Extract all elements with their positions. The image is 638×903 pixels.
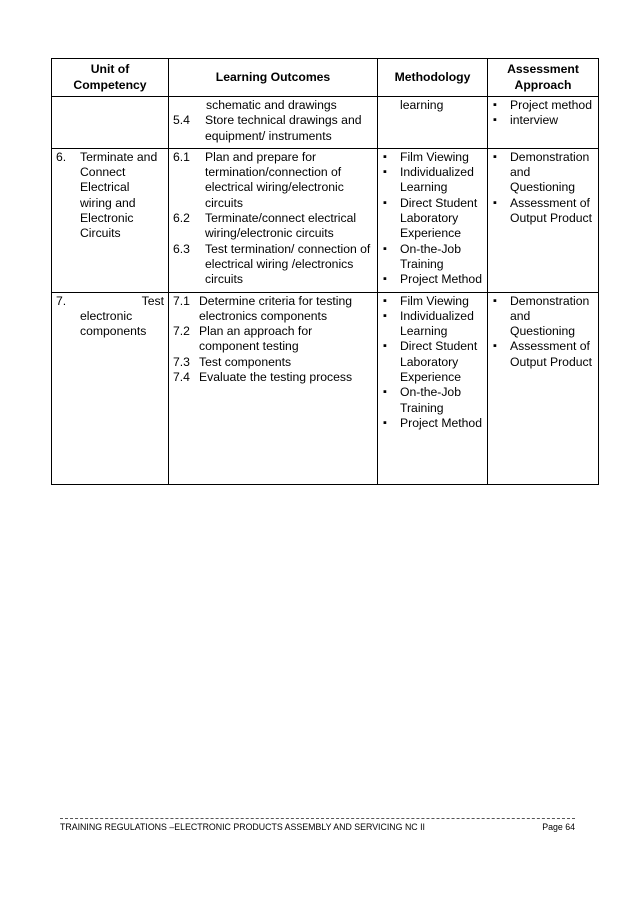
outcome-text: Terminate/connect electrical wiring/electronic circuits bbox=[205, 211, 357, 241]
unit-cell bbox=[52, 97, 169, 149]
outcome-number: 6.3 bbox=[173, 241, 190, 256]
header-row bbox=[52, 59, 599, 97]
assessment-item: ▪ Demonstration and Questioning bbox=[492, 150, 594, 196]
assessment-item: ▪ Demonstration and Questioning bbox=[492, 294, 594, 340]
outcome-number: 7.3 bbox=[173, 354, 190, 369]
page-number: Page 64 bbox=[542, 822, 575, 832]
table-row bbox=[52, 292, 599, 484]
outcome-text: Store technical drawings and equipment/ instruments bbox=[205, 113, 362, 143]
outcomes-cell bbox=[169, 148, 378, 292]
outcome-text: Plan and prepare for termination/connection of electrical wiring/electronic circuits bbox=[205, 149, 344, 210]
unit-title: electronic components bbox=[80, 308, 147, 339]
outcome-text: Evaluate the testing process bbox=[199, 370, 353, 385]
outcome-item bbox=[173, 324, 373, 355]
unit-number: 6. bbox=[56, 149, 67, 164]
header-methodology: Methodology bbox=[378, 59, 488, 97]
header-outcomes: Learning Outcomes bbox=[169, 59, 378, 97]
methodology-cell bbox=[378, 292, 488, 484]
outcome-number: 6.1 bbox=[173, 149, 190, 164]
outcomes-cell bbox=[169, 292, 378, 484]
competency-table bbox=[51, 58, 599, 485]
outcome-item bbox=[173, 113, 373, 144]
method-item: ▪ Film Viewing bbox=[382, 150, 483, 165]
outcome-text: Determine criteria for testing electronics components bbox=[199, 293, 353, 323]
assessment-item: ▪ interview bbox=[492, 113, 594, 128]
method-item: ▪ Direct Student Laboratory Experience bbox=[382, 196, 483, 242]
method-item: ▪ Individualized Learning bbox=[382, 165, 483, 196]
outcome-text: Test termination/ connection of electrical wiring /electronics circuits bbox=[205, 241, 371, 287]
unit-title-first-word: Test bbox=[141, 293, 164, 308]
method-item: ▪ On-the-Job Training bbox=[382, 242, 483, 273]
table-row bbox=[52, 97, 599, 149]
outcome-item bbox=[173, 242, 373, 288]
methodology-cell bbox=[378, 97, 488, 149]
footer-title: TRAINING REGULATIONS –ELECTRONIC PRODUCTS ASSEMBLY AND SERVICING NC II bbox=[60, 822, 425, 832]
method-continuation: learning bbox=[400, 98, 444, 112]
outcome-item bbox=[173, 355, 373, 370]
footer-divider bbox=[60, 818, 575, 819]
assessment-cell bbox=[488, 97, 599, 149]
assessment-item: ▪ Assessment of Output Product bbox=[492, 339, 594, 370]
unit-cell bbox=[52, 292, 169, 484]
page-footer bbox=[60, 822, 575, 832]
method-item: ▪ Project Method bbox=[382, 272, 483, 287]
outcome-text: Plan an approach for component testing bbox=[199, 324, 313, 354]
outcome-number: 7.2 bbox=[173, 324, 190, 339]
outcome-text: Test components bbox=[199, 354, 292, 369]
method-item: ▪ Project Method bbox=[382, 416, 483, 431]
header-unit: Unit of Competency bbox=[52, 59, 169, 97]
method-item: ▪ Film Viewing bbox=[382, 294, 483, 309]
assessment-item: ▪ Assessment of Output Product bbox=[492, 196, 594, 227]
outcome-number: 5.4 bbox=[173, 113, 190, 128]
outcome-item bbox=[173, 211, 373, 242]
outcome-number: 7.1 bbox=[173, 293, 190, 308]
unit-number: 7. bbox=[56, 293, 67, 308]
table-row bbox=[52, 148, 599, 292]
outcome-item bbox=[173, 370, 373, 385]
outcomes-cell bbox=[169, 97, 378, 149]
outcome-item bbox=[173, 294, 373, 325]
methodology-cell bbox=[378, 148, 488, 292]
method-item: ▪ On-the-Job Training bbox=[382, 385, 483, 416]
assessment-cell bbox=[488, 148, 599, 292]
assessment-cell bbox=[488, 292, 599, 484]
unit-cell bbox=[52, 148, 169, 292]
method-item: ▪ Direct Student Laboratory Experience bbox=[382, 339, 483, 385]
outcome-number: 7.4 bbox=[173, 370, 190, 385]
method-item: ▪ Individualized Learning bbox=[382, 309, 483, 340]
outcome-number: 6.2 bbox=[173, 211, 190, 226]
assessment-item: ▪ Project method bbox=[492, 98, 594, 113]
header-assessment: Assessment Approach bbox=[488, 59, 599, 97]
outcome-item bbox=[173, 150, 373, 211]
outcome-continuation: schematic and drawings bbox=[206, 98, 337, 112]
unit-title: Terminate and Connect Electrical wiring and Electronic Circuits bbox=[80, 149, 158, 241]
